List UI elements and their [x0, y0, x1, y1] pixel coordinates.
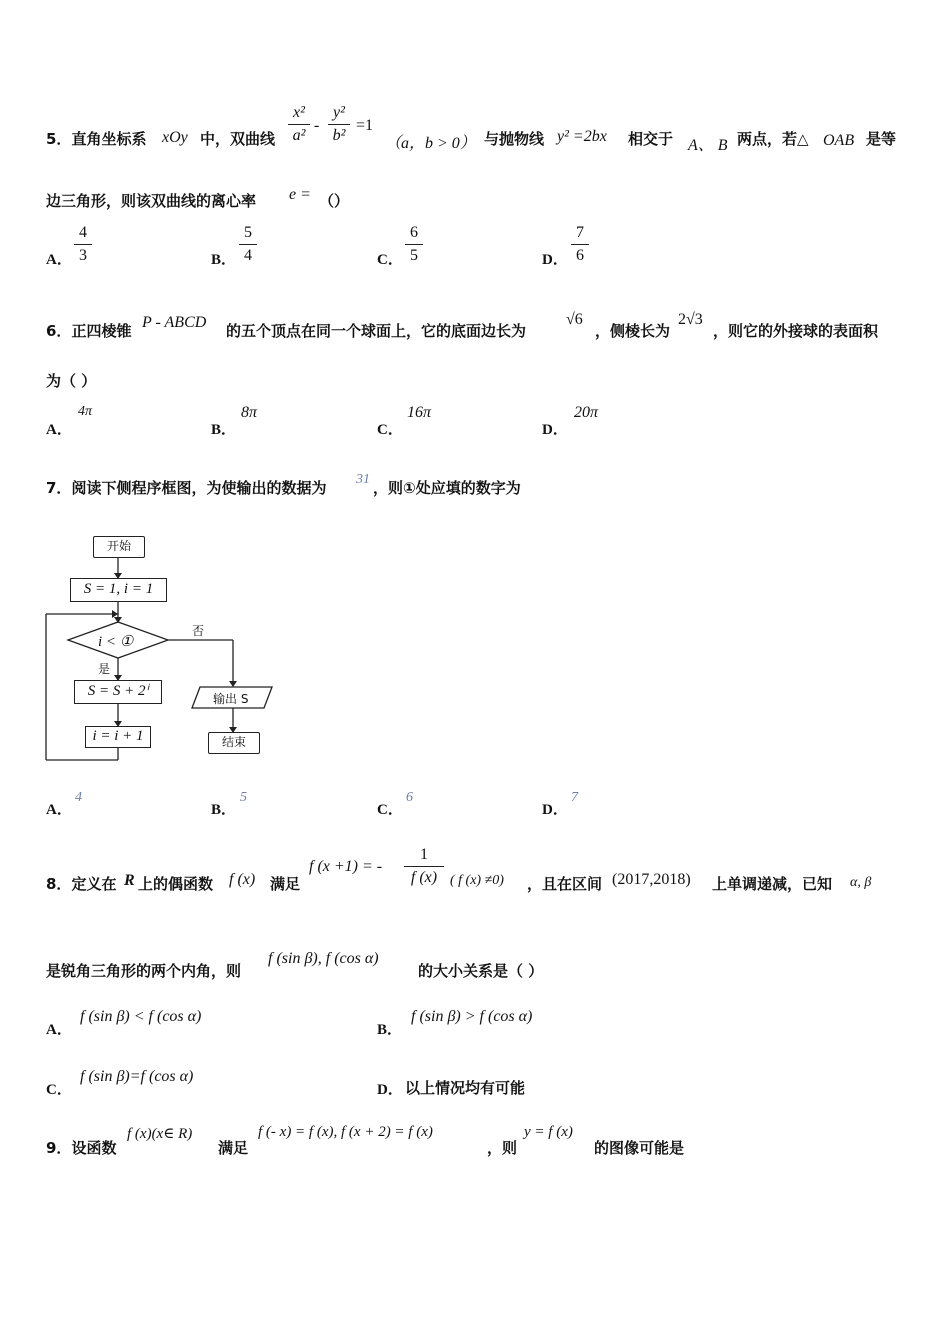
q5-opt-b-label: B． — [211, 252, 237, 268]
q6-opt-d-label: D． — [542, 422, 568, 438]
q8-expr: f (sin β), f (cos α) — [268, 950, 379, 967]
q6-edge: √6 — [566, 311, 583, 328]
q5-text6: 是等 — [866, 130, 897, 148]
q5-cond: （a，b > 0） — [385, 135, 476, 152]
q8-text5: 上单调递减，已知 — [712, 875, 833, 893]
q5-opt-c[interactable] — [405, 224, 423, 265]
q5-points: A、 B — [688, 137, 728, 154]
q9-f3: y = f (x) — [524, 1124, 573, 1140]
flow-output: 输出 S — [213, 692, 249, 706]
q8-fx: f (x) — [229, 871, 256, 888]
q8-opt-c[interactable]: f (sin β)=f (cos α) — [80, 1068, 194, 1085]
q5-opt-d-label: D． — [542, 252, 568, 268]
q8-line1 — [46, 873, 116, 894]
flow-step1-text: S = S + 2ⁱ — [87, 683, 149, 699]
q9-number: 9． — [46, 1139, 72, 1157]
flow-step2 — [85, 726, 151, 748]
q8-line2: 是锐角三角形的两个内角，则 — [46, 962, 242, 980]
q9-text4: 的图像可能是 — [594, 1139, 685, 1157]
q7-opt-b[interactable]: 5 — [240, 790, 247, 805]
q5-opt-d-num: 7 — [576, 224, 584, 241]
q6-opt-a[interactable]: 4π — [78, 404, 93, 419]
q9-f1: f (x)(x∈ R) — [127, 1126, 193, 1142]
q8-opt-b-label: B． — [377, 1022, 403, 1038]
q9-line1 — [46, 1137, 116, 1158]
q8-opt-b[interactable]: f (sin β) > f (cos α) — [411, 1008, 533, 1025]
q7-opt-a[interactable]: 4 — [75, 790, 82, 805]
q6-text4: ，则它的外接球的表面积 — [713, 322, 879, 340]
q5-opt-a-den: 3 — [79, 247, 87, 264]
q9-f2: f (- x) = f (x), f (x + 2) = f (x) — [258, 1124, 433, 1140]
q5-opt-c-den: 5 — [410, 247, 418, 264]
q7-number: 7． — [46, 479, 72, 497]
q5-frac1-num: x² — [293, 104, 305, 121]
q8-opt-a[interactable]: f (sin β) < f (cos α) — [80, 1008, 202, 1025]
q6-opt-b-label: B． — [211, 422, 237, 438]
q5-eq1: =1 — [356, 117, 374, 134]
q5-minus: - — [314, 117, 320, 134]
q6-side: 2√3 — [678, 311, 703, 328]
q7-opt-d[interactable]: 7 — [571, 790, 578, 805]
q5-e: e = — [289, 186, 311, 203]
flow-start — [93, 536, 145, 558]
q7-opt-d-label: D． — [542, 802, 568, 818]
q5-opt-b[interactable] — [239, 224, 257, 265]
q8-number: 8． — [46, 875, 72, 893]
q5-opt-d[interactable] — [571, 224, 589, 265]
q8-opt-c-label: C． — [46, 1082, 72, 1098]
q6-line2: 为（ ） — [46, 372, 97, 390]
q8-interval: (2017,2018) — [612, 871, 691, 888]
q5-oab: OAB — [823, 132, 855, 149]
q7-value: 31 — [356, 472, 370, 487]
q8-text: 定义在 — [71, 875, 117, 893]
q6-text3: ，侧棱长为 — [595, 322, 671, 340]
q5-text2: 中，双曲线 — [200, 130, 276, 148]
flow-start-text: 开始 — [106, 539, 131, 553]
q8-lhs: f (x +1) = - — [309, 858, 383, 875]
q5-opt-a[interactable] — [74, 224, 92, 265]
q6-number: 6． — [46, 322, 72, 340]
q6-text2: 的五个顶点在同一个球面上，它的底面边长为 — [226, 322, 527, 340]
q7-line1 — [46, 477, 326, 498]
flow-step1 — [74, 680, 162, 704]
q8-text2: 上的偶函数 — [138, 875, 214, 893]
q8-frac-den: f (x) — [410, 869, 438, 886]
q5-frac1 — [288, 104, 310, 145]
q5-parabola: y² =2bx — [557, 128, 607, 145]
q5-opt-a-label: A． — [46, 252, 72, 268]
flow-yes: 是 — [98, 662, 111, 676]
q5-number: 5． — [46, 130, 72, 148]
flow-no: 否 — [192, 624, 205, 638]
q7-opt-a-label: A． — [46, 802, 72, 818]
flow-cond: i < ① — [98, 634, 134, 650]
q7-text: 阅读下侧程序框图，为使输出的数据为 — [71, 479, 327, 497]
q8-cond: ( f (x) ≠0) — [450, 873, 504, 888]
q5-frac1-den: a² — [292, 127, 306, 144]
q5-opt-c-label: C． — [377, 252, 403, 268]
q5-paren: （） — [319, 192, 350, 210]
q5-frac2 — [328, 104, 350, 145]
q5-text5: 两点，若△ — [737, 130, 809, 148]
q5-opt-b-num: 5 — [244, 224, 252, 241]
q6-opt-d[interactable]: 20π — [574, 404, 599, 421]
q5-opt-d-den: 6 — [576, 247, 584, 264]
q7-opt-c[interactable]: 6 — [406, 790, 413, 805]
q8-angles: α, β — [850, 875, 872, 890]
q7-opt-b-label: B． — [211, 802, 237, 818]
q7-flowchart — [40, 530, 290, 765]
q8-R: R — [124, 872, 135, 889]
q5-opt-c-num: 6 — [410, 224, 418, 241]
q5-opt-a-num: 4 — [79, 224, 87, 241]
q6-opt-c-label: C． — [377, 422, 403, 438]
q6-opt-a-label: A． — [46, 422, 72, 438]
flow-end-text: 结束 — [221, 735, 246, 749]
q5-frac2-den: b² — [332, 127, 346, 144]
q6-opt-c[interactable]: 16π — [407, 404, 432, 421]
q6-line1 — [46, 320, 131, 341]
flowchart-lines — [40, 530, 290, 765]
q5-xoy: xOy — [162, 129, 188, 146]
q6-text: 正四棱锥 — [71, 322, 132, 340]
q5-text: 直角坐标系 — [71, 130, 147, 148]
q8-line2b: 的大小关系是（ ） — [418, 962, 544, 980]
q5-line1 — [46, 128, 146, 149]
q8-text4: ，且在区间 — [527, 875, 603, 893]
q5-line2: 边三角形，则该双曲线的离心率 — [46, 192, 257, 210]
q8-opt-d-label: D． — [377, 1082, 403, 1098]
q5-frac2-num: y² — [333, 104, 345, 121]
q8-text3: 满足 — [270, 875, 301, 893]
flow-end — [208, 732, 260, 754]
q8-frac — [404, 846, 444, 887]
flow-init-text: S = 1, i = 1 — [83, 581, 154, 597]
q8-opt-d[interactable]: 以上情况均有可能 — [405, 1079, 526, 1097]
q8-opt-a-label: A． — [46, 1022, 72, 1038]
q5-opt-b-den: 4 — [244, 247, 252, 264]
q6-pyramid: P - ABCD — [142, 314, 207, 331]
flow-step2-text: i = i + 1 — [92, 728, 144, 744]
q9-text3: ，则 — [487, 1139, 518, 1157]
q7-opt-c-label: C． — [377, 802, 403, 818]
flow-init — [70, 578, 167, 602]
q6-opt-b[interactable]: 8π — [241, 404, 258, 421]
q9-text2: 满足 — [218, 1139, 249, 1157]
q9-text: 设函数 — [71, 1139, 117, 1157]
q5-text4: 相交于 — [628, 130, 674, 148]
q7-text2: ，则①处应填的数字为 — [373, 479, 521, 497]
q5-text3: 与抛物线 — [484, 130, 545, 148]
q8-frac-num: 1 — [420, 846, 428, 863]
